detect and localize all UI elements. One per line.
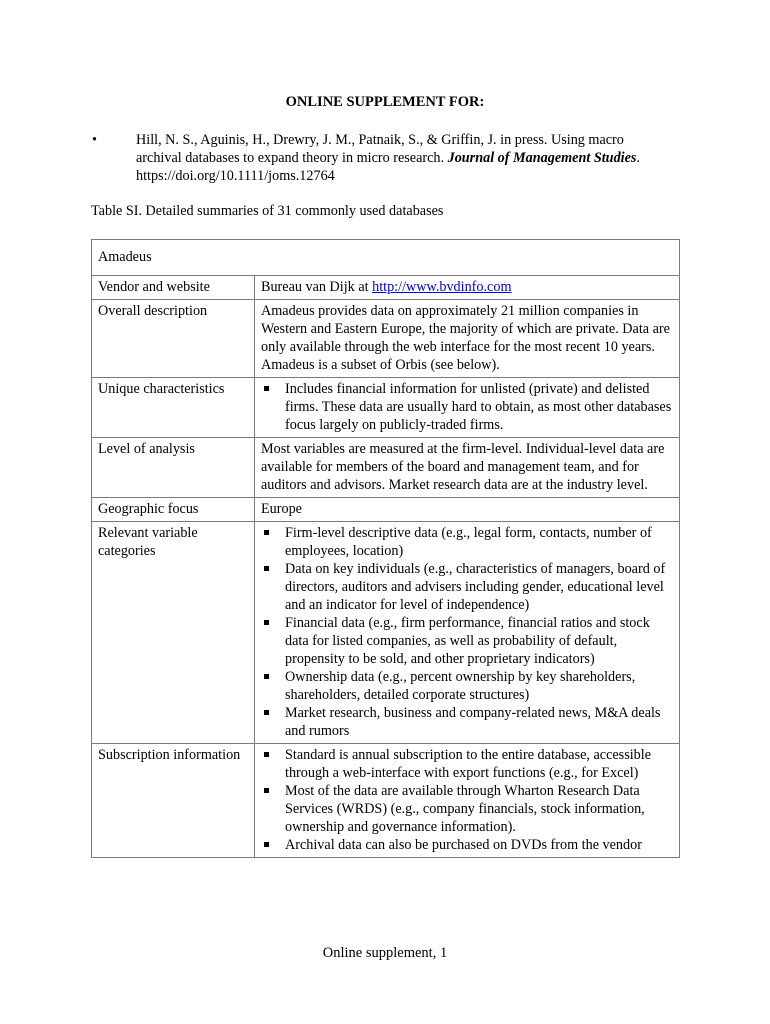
citation-title-line <box>136 149 682 167</box>
row-value: Most variables are measured at the firm-level. Individual-level data are available for members of the board and management team, and for auditors and advisors. Market research data are at the industry level. <box>255 438 680 498</box>
citation-period: . <box>636 150 640 166</box>
bullet-list <box>261 380 673 434</box>
list-item: Firm-level descriptive data (e.g., legal form, contacts, number of employees, location) <box>261 524 673 560</box>
table-header-row <box>92 240 680 276</box>
list-item: Archival data can also be purchased on DVDs from the vendor <box>261 836 673 854</box>
list-item: Most of the data are available through Wharton Research Data Services (WRDS) (e.g., company financials, stock information, ownership and governance information). <box>261 782 673 836</box>
bullet-icon: • <box>92 132 97 148</box>
citation-doi: https://doi.org/10.1111/joms.12764 <box>136 168 335 184</box>
row-label: Geographic focus <box>92 498 255 522</box>
table-row <box>92 300 680 378</box>
row-value <box>255 276 680 300</box>
table-row <box>92 276 680 300</box>
citation-authors: Hill, N. S., Aguinis, H., Drewry, J. M., Patnaik, S., & Griffin, J. in press. Using macro <box>136 132 624 148</box>
list-item: Ownership data (e.g., percent ownership by key shareholders, shareholders, detailed corporate structures) <box>261 668 673 704</box>
list-item: Market research, business and company-related news, M&A deals and rumors <box>261 704 673 740</box>
list-item: Financial data (e.g., firm performance, financial ratios and stock data for listed companies, as well as probability of default, propensity to be sold, and other proprietary indicators) <box>261 614 673 668</box>
row-label: Unique characteristics <box>92 378 255 438</box>
row-value: Europe <box>255 498 680 522</box>
database-name: Amadeus <box>92 240 680 276</box>
table-row <box>92 438 680 498</box>
table-caption: Table SI. Detailed summaries of 31 commonly used databases <box>91 203 444 219</box>
list-item: Standard is annual subscription to the entire database, accessible through a web-interface with export functions (e.g., for Excel) <box>261 746 673 782</box>
table-row <box>92 744 680 858</box>
row-label: Level of analysis <box>92 438 255 498</box>
list-item: Data on key individuals (e.g., characteristics of managers, board of directors, auditors and advisers including gender, educational level and an indicator for level of independence) <box>261 560 673 614</box>
row-value: Amadeus provides data on approximately 21 million companies in Western and Eastern Europe, the majority of which are private. Data are only available through the web interface for the most recent 10 years. Amadeus is a subset of Orbis (see below). <box>255 300 680 378</box>
row-label: Subscription information <box>92 744 255 858</box>
database-table <box>91 239 680 858</box>
row-label: Overall description <box>92 300 255 378</box>
row-label: Relevant variable categories <box>92 522 255 744</box>
table-row <box>92 498 680 522</box>
page-title: ONLINE SUPPLEMENT FOR: <box>285 94 485 110</box>
row-label: Vendor and website <box>92 276 255 300</box>
row-value <box>255 522 680 744</box>
citation <box>92 131 682 185</box>
row-value <box>255 378 680 438</box>
table-row <box>92 378 680 438</box>
bullet-list <box>261 524 673 740</box>
bullet-list <box>261 746 673 854</box>
vendor-name: Bureau van Dijk at <box>261 279 373 295</box>
citation-title: archival databases to expand theory in micro research. <box>136 150 448 166</box>
list-item: Includes financial information for unlisted (private) and delisted firms. These data are usually hard to obtain, as most other databases focus largely on publicly-traded firms. <box>261 380 673 434</box>
vendor-link[interactable]: http://www.bvdinfo.com <box>372 279 512 295</box>
journal-name: Journal of Management Studies <box>447 150 637 166</box>
row-value <box>255 744 680 858</box>
page-footer: Online supplement, 1 <box>322 945 448 961</box>
table-row <box>92 522 680 744</box>
